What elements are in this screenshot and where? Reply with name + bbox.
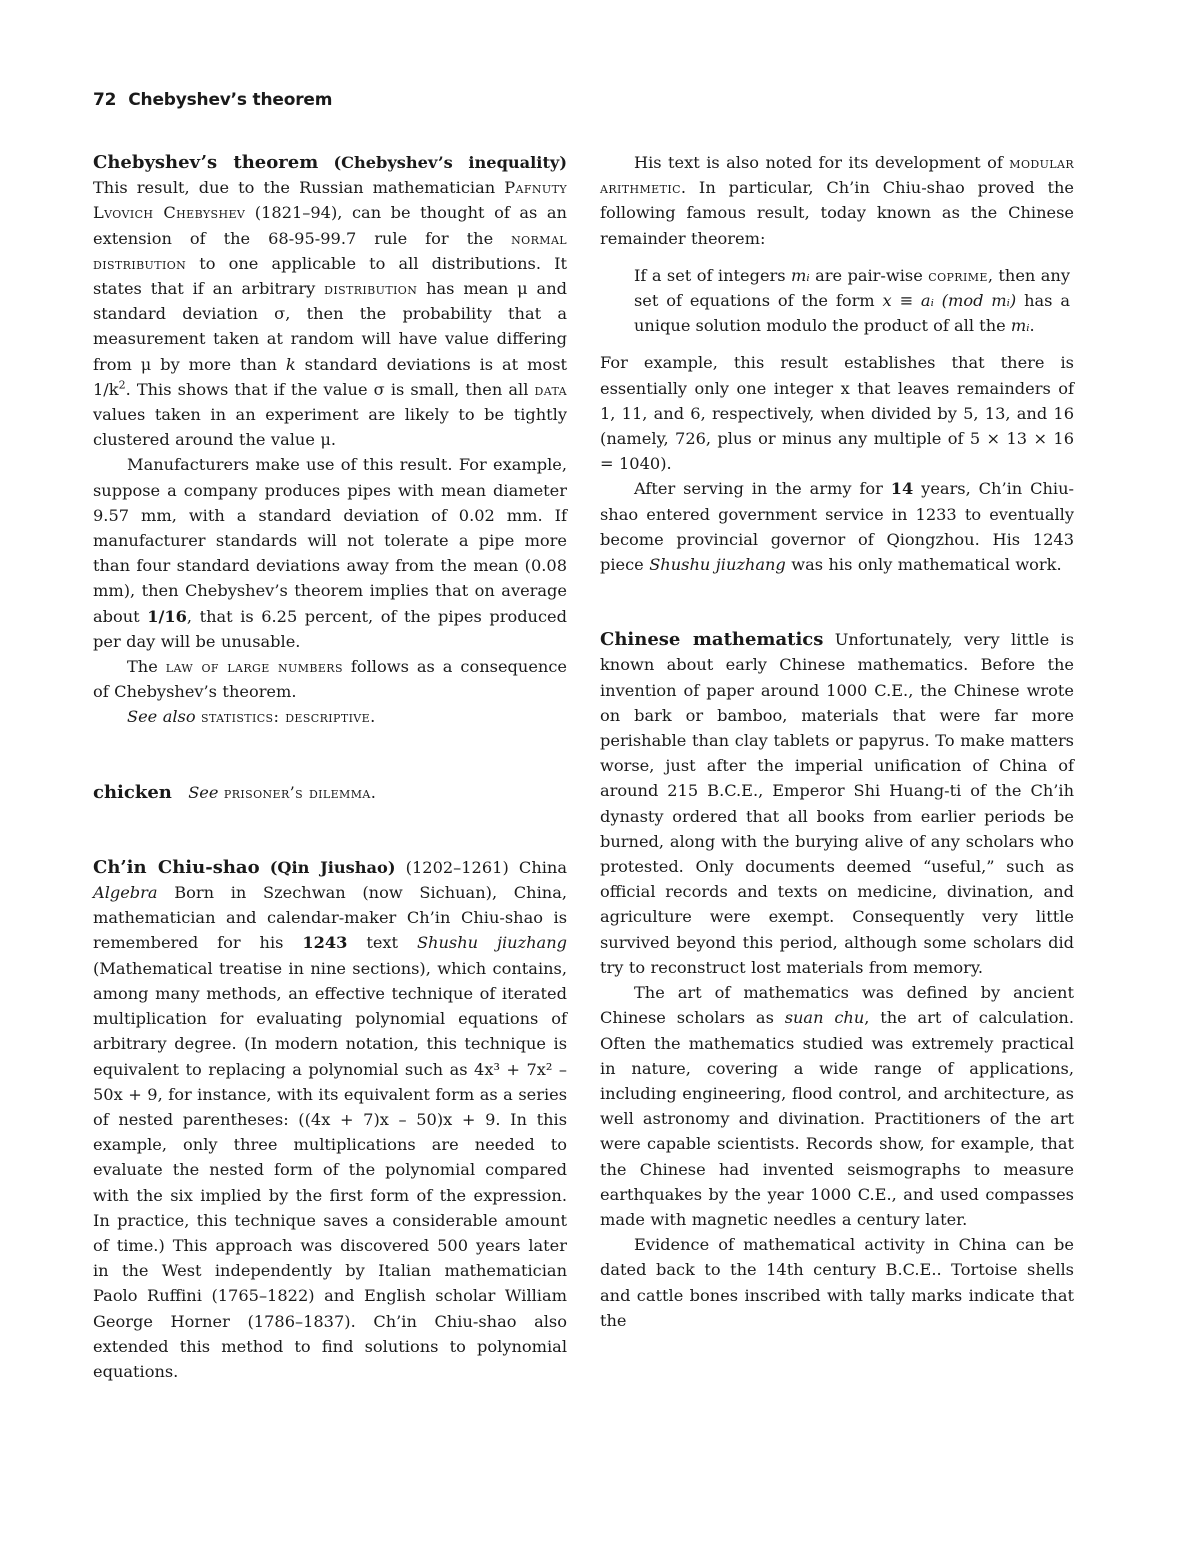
nested-expression: ((4x + 7)x – 50)x + 9 (298, 1109, 496, 1129)
left-column (93, 150, 567, 1384)
xref-modular-arithmetic[interactable]: modular arithmetic (600, 153, 1074, 198)
xref-law-of-large-numbers[interactable]: law of large numbers (165, 657, 343, 677)
xref-data[interactable]: data (534, 379, 567, 399)
chinese-remainder-theorem-quote: If a set of integers mᵢ are pair-wise coprime, then any set of equations of the form x ≡ aᵢ (mod mᵢ) has a unique solution modulo the product of all the mᵢ. (634, 265, 1070, 336)
entry-chebyshev-p2: Manufacturers make use of this result. For example, suppose a company produces pipes with mean diameter 9.57 mm, with a standard deviation of 0.02 mm. If manufacturer standards will not tolerate a pipe more than four standard deviations away from the mean (0.08 mm), then Chebyshev’s theorem implies that on average about 1/16, that is 6.25 percent, of the pipes produced per day will be unusable. (93, 455, 567, 651)
xref-coprime[interactable]: coprime (928, 265, 988, 285)
term-suan-chu: suan chu (784, 1008, 865, 1028)
entry-chin-chiu-shao-p3: For example, this result establishes that there is essentially only one integer x that leaves remainders of 1, 11, and 6, respectively, when divided by 5, 13, and 16 (namely, 726, plus or minus any multiple of 5 × 13 × 16 = 1040). (600, 353, 1074, 474)
xref-prisoners-dilemma[interactable]: prisoner’s dilemma. (223, 782, 377, 802)
field-label: Algebra (93, 883, 158, 903)
entry-chebyshev-p1: Chebyshev’s theorem (Chebyshev’s inequality) This result, due to the Russian mathematician Pafnuty Lvovich Chebyshev (1821–94), can be thought of as an extension of the 68-95-99.7 rule for the normal distribution to one applicable to all distributions. It states that if an arbitrary distribution has mean μ and standard deviation σ, then the probability that a measurement taken at random will have value differing from μ by more than k standard deviations is at most $1/k^2$. This shows that if the value σ is small, then all data values taken in an experiment are likely to be tightly clustered around the value μ. (93, 152, 568, 450)
page-number: 72 (93, 90, 117, 110)
see-also-chebyshev: See also statistics: descriptive. (127, 707, 376, 727)
polynomial-expression: 4x³ + 7x² – 50x + 9 (93, 1059, 567, 1104)
book-title-2: Shushu jiuzhang (649, 555, 786, 575)
alt-name-qin-jiushao: (Qin Jiushao) (269, 857, 396, 877)
running-head (93, 90, 332, 110)
xref-statistics-descriptive[interactable]: statistics: descriptive. (201, 707, 376, 727)
headword-chinese-mathematics: Chinese mathematics (600, 629, 824, 651)
headword-chicken: chicken (93, 781, 172, 803)
entry-chebyshev-p3: The law of large numbers follows as a consequence of Chebyshev’s theorem. (93, 657, 567, 702)
headword-chebyshev: Chebyshev’s theorem (93, 152, 319, 173)
entry-chin-chiu-shao-p4: After serving in the army for 14 years, Ch’in Chiu-shao entered government service in 1233 to eventually become provincial governor of Qiongzhou. His 1243 piece Shushu jiuzhang was his only mathematical work. (600, 479, 1074, 575)
running-title: Chebyshev’s theorem (128, 90, 333, 110)
congruence-expression: x ≡ aᵢ (mod mᵢ) (882, 291, 1017, 311)
xref-normal-distribution[interactable]: normal distribution (93, 228, 567, 273)
alt-name-chebyshev: (Chebyshev’s inequality) (333, 153, 568, 172)
entry-chinese-mathematics-p3: Evidence of mathematical activity in China can be dated back to the 14th century B.C.E.. Tortoise shells and cattle bones inscribed with tally marks indicate that the (600, 1235, 1074, 1330)
xref-distribution[interactable]: distribution (324, 279, 418, 299)
entry-chinese-mathematics-p2: The art of mathematics was defined by ancient Chinese scholars as suan chu, the art of calculation. Often the mathematics studied was extremely practical in nature, covering a wide range of applications, including engineering, flood control, and architecture, as well astronomy and divination. Practitioners of the art were capable scientists. Records show, for example, that the Chinese had invented seismographs to measure earthquakes by the year 1000 C.E., and used compasses made with magnetic needles a century later. (600, 983, 1075, 1229)
book-title: Shushu jiuzhang (416, 933, 567, 953)
xref-pafnuty-chebyshev[interactable]: Pafnuty Lvovich Chebyshev (93, 178, 567, 223)
entry-chicken: chicken See prisoner’s dilemma. (93, 781, 377, 803)
entry-chin-chiu-shao-p1: Ch’in Chiu-shao (Qin Jiushao) (1202–1261) China Algebra Born in Szechwan (now Sichuan), China, mathematician and calendar-maker Ch’in Chiu-shao is remembered for his 1243 text Shushu jiuzhang (Mathematical treatise in nine sections), which contains, among many methods, an effective technique of iterated multiplication for evaluating polynomial equations of arbitrary degree. (In modern notation, this technique is equivalent to replacing a polynomial such as 4x³ + 7x² – 50x + 9, for instance, with its equivalent form as a series of nested parentheses: ((4x + 7)x – 50)x + 9. In this example, only three multiplications are needed to evaluate the nested form of the polynomial compared with the six implied by the first form of the expression. In practice, this technique saves a considerable amount of time.) This approach was discovered 500 years later in the West independently by Italian mathematician Paolo Ruffini (1765–1822) and English scholar William George Horner (1786–1837). Ch’in Chiu-shao also extended this method to find solutions to polynomial equations. (93, 856, 568, 1381)
entry-chin-chiu-shao-p2: His text is also noted for its development of modular arithmetic. In particular, Ch’in Chiu-shao proved the following famous result, today known as the Chinese remainder theorem: (600, 153, 1074, 248)
right-column (600, 150, 1074, 1333)
entry-chinese-mathematics-p1: Chinese mathematics Unfortunately, very little is known about early Chinese mathematics. Before the invention of paper around 1000 C.E., the Chinese wrote on bark or bamboo, materials that were far more perishable than clay tablets or papyrus. To make matters worse, just after the imperial unification of China of around 215 B.C.E., Emperor Shi Huang-ti of the Ch’ih dynasty ordered that all books from earlier periods be burned, along with the burying alive of any scholars who protested. Only documents deemed “useful,” such as official records and texts on medicine, divination, and agriculture were exempt. Consequently very little survived beyond this period, although some scholars did try to reconstruct lost materials from memory. (600, 629, 1074, 977)
headword-chin-chiu-shao: Ch’in Chiu-shao (93, 856, 260, 878)
